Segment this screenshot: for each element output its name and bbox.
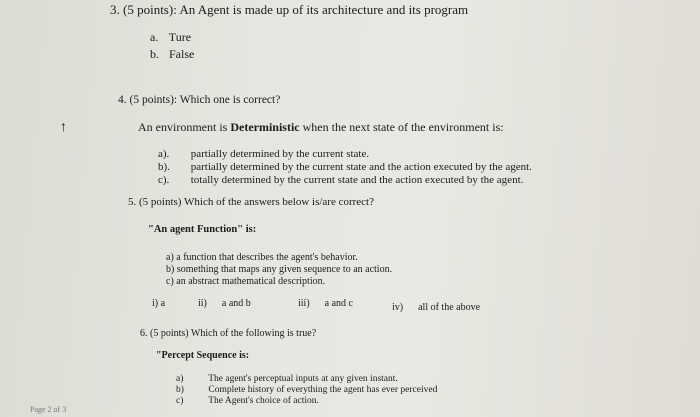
q5-choice-ii: ii) a and b [198, 298, 251, 309]
q6-quote: "Percept Sequence is: [156, 350, 250, 361]
q5-choice-i: i) a [152, 298, 166, 309]
q4-option-c: c). totally determined by the current state and the action executed by the agent. [158, 174, 524, 186]
q5-choice-iv: iv) all of the above [392, 302, 481, 313]
q5-choice-iii: iii) a and c [298, 298, 353, 309]
q5-quote: "An agent Function" is: [148, 224, 257, 235]
page-footer: Page 2 of 3 [30, 405, 67, 414]
q3-option-a: a. Ture [150, 30, 192, 44]
q5-option-c: c) an abstract mathematical description. [166, 276, 326, 287]
q4-prompt: 4. (5 points): Which one is correct? [118, 94, 281, 106]
q4-option-b: b). partially determined by the current state and the action executed by the agent. [158, 161, 532, 173]
q6-option-c: c) The Agent's choice of action. [176, 396, 319, 406]
q4-option-a: a). partially determined by the current state. [158, 148, 370, 160]
arrow-marker-icon: ↑ [60, 120, 67, 135]
q6-option-a: a) The agent's perceptual inputs at any given instant. [176, 374, 398, 384]
q3-prompt: 3. (5 points): An Agent is made up of its architecture and its program [110, 2, 469, 17]
q5-option-b: b) something that maps any given sequence to an action. [166, 264, 393, 275]
q3-option-b: b. False [150, 47, 195, 61]
q4-stem: An environment is Deterministic when the next state of the environment is: [138, 120, 504, 134]
q5-prompt: 5. (5 points) Which of the answers below is/are correct? [128, 196, 374, 208]
q6-prompt: 6. (5 points) Which of the following is true? [140, 328, 317, 339]
q5-option-a: a) a function that describes the agent's behavior. [166, 252, 358, 263]
q6-option-b: b) Complete history of everything the agent has ever perceived [176, 385, 438, 395]
